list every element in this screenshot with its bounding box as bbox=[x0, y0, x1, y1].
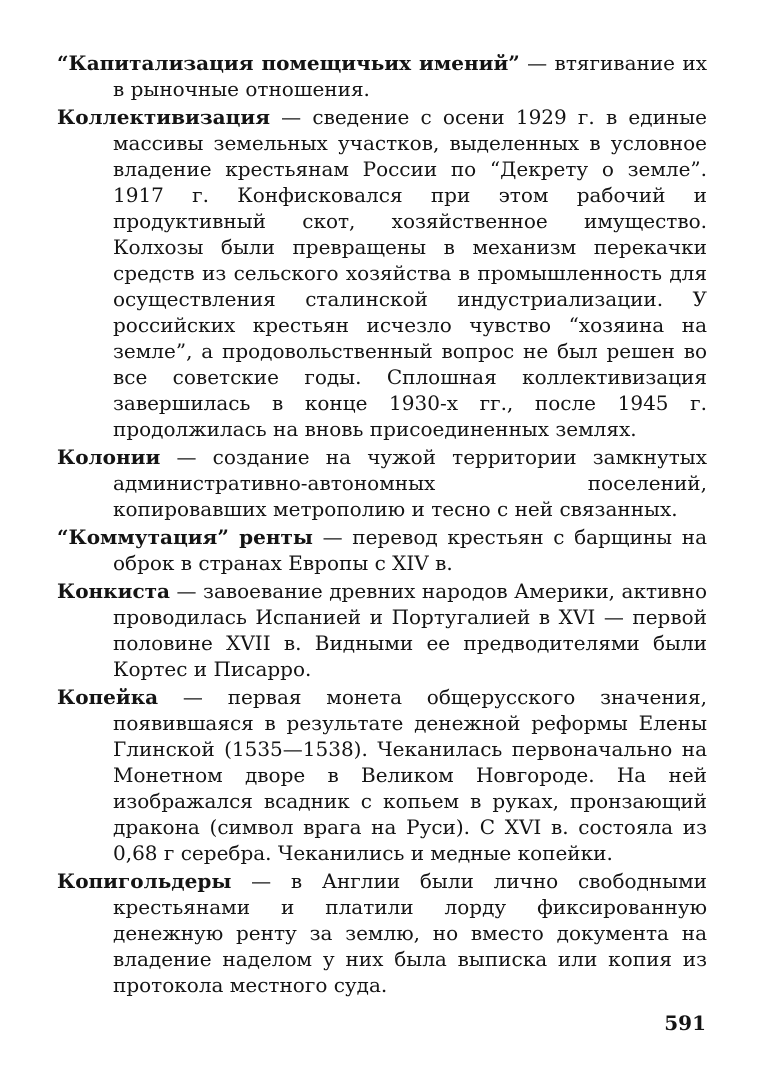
entry-term: Копейка bbox=[57, 685, 159, 709]
page-number: 591 bbox=[664, 1011, 706, 1035]
entry-definition: — создание на чужой территории замкнутых административно-автономных поселений, копировавших метрополию и тесно с ней связанных. bbox=[113, 445, 707, 521]
entry-kommutatsiya-renty bbox=[57, 524, 707, 576]
entry-term: Коллективизация bbox=[57, 105, 270, 129]
entry-kapitalizatsiya bbox=[57, 50, 707, 102]
entry-kopeyka bbox=[57, 684, 707, 866]
dictionary-page bbox=[57, 50, 707, 1000]
entry-definition: — первая монета общерусского значения, появившаяся в результате денежной реформы Елены Глинской (1535—1538). Чеканилась первоначально на Монетном дворе в Великом Новгороде. На ней изображался всадник с копьем в руках, пронзающий дракона (символ врага на Руси). С XVI в. состояла из 0,68 г серебра. Чеканились и медные копейки. bbox=[113, 685, 707, 865]
entry-definition: — в Англии были лично свободными крестьянами и платили лорду фиксированную денежную ренту за землю, но вместо документа на владение наделом у них была выписка или копия из протокола местного суда. bbox=[113, 869, 707, 997]
entry-definition: — перевод крестьян с барщины на оброк в странах Европы с XIV в. bbox=[113, 525, 708, 575]
entry-term: “Капитализация помещичьих имений” bbox=[57, 51, 520, 75]
entry-konkista bbox=[57, 578, 707, 682]
entry-definition: — сведение с осени 1929 г. в единые массивы земельных участков, выделенных в условное владение крестьянам России по “Декрету о земле”. 1917 г. Конфисковался при этом рабочий и продуктивный скот, хозяйственное имущество. Колхозы были превращены в механизм перекачки средств из сельского хозяйства в промышленность для осуществления сталинской индустриализации. У российских крестьян исчезло чувство “хозяина на земле”, а продовольственный вопрос не был решен во все советские годы. Сплошная коллективизация завершилась в конце 1930-х гг., после 1945 г. продолжилась на вновь присоединенных землях. bbox=[113, 105, 707, 441]
entry-term: Копигольдеры bbox=[57, 869, 232, 893]
entry-definition: — завоевание древних народов Америки, активно проводилась Испанией и Португалией в XVI — первой половине XVII в. Видными ее предводителями были Кортес и Писарро. bbox=[113, 579, 707, 681]
entry-term: “Коммутация” ренты bbox=[57, 525, 313, 549]
entry-kolonii bbox=[57, 444, 707, 522]
entry-kopigoldery bbox=[57, 868, 707, 998]
entry-kollektivizatsiya bbox=[57, 104, 707, 442]
entry-definition: — втягивание их в рыночные отношения. bbox=[113, 51, 707, 101]
entry-term: Колонии bbox=[57, 445, 161, 469]
entry-term: Конкиста bbox=[57, 579, 170, 603]
